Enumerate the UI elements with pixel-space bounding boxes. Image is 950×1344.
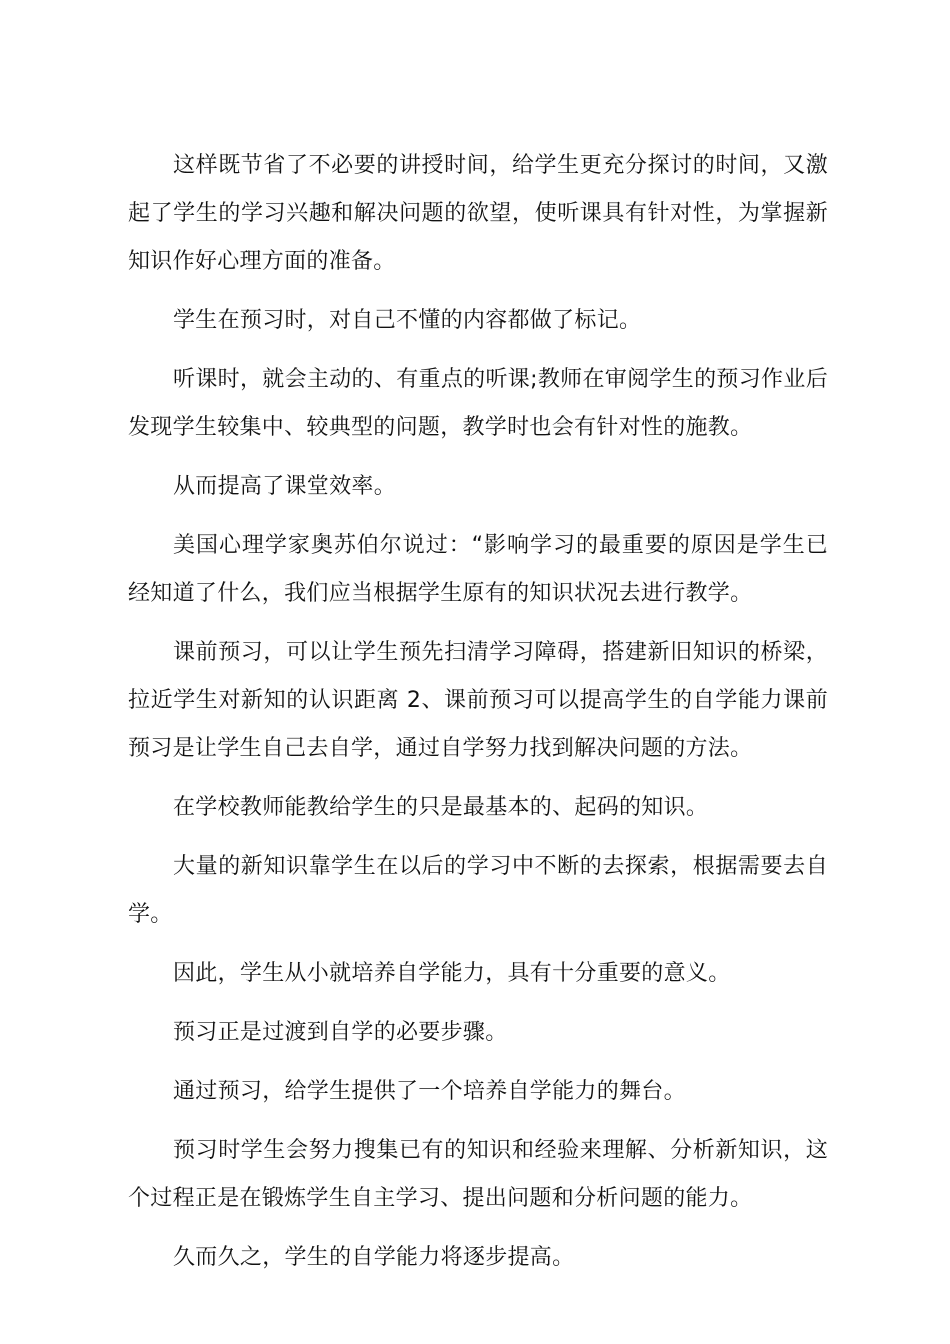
- paragraph: 美国心理学家奥苏伯尔说过：“影响学习的最重要的原因是学生已经知道了什么，我们应当根据学生原有的知识状况去进行教学。: [128, 533, 828, 606]
- paragraph: 学生在预习时，对自己不懂的内容都做了标记。: [173, 308, 642, 333]
- paragraph: 大量的新知识靠学生在以后的学习中不断的去探索，根据需要去自学。: [128, 854, 828, 927]
- document-body: [128, 142, 828, 1293]
- paragraph: 预习时学生会努力搜集已有的知识和经验来理解、分析新知识，这个过程正是在锻炼学生自主学习、提出问题和分析问题的能力。: [128, 1138, 828, 1211]
- paragraph: 在学校教师能教给学生的只是最基本的、起码的知识。: [173, 795, 709, 820]
- paragraph: 久而久之，学生的自学能力将逐步提高。: [173, 1245, 575, 1270]
- paragraph: 从而提高了课堂效率。: [173, 474, 397, 499]
- paragraph: 通过预习，给学生提供了一个培养自学能力的舞台。: [173, 1079, 686, 1104]
- paragraph: 因此，学生从小就培养自学能力，具有十分重要的意义。: [173, 961, 731, 986]
- paragraph: 课前预习，可以让学生预先扫清学习障碍，搭建新旧知识的桥梁，拉近学生对新知的认识距离 2、课前预习可以提高学生的自学能力课前预习是让学生自己去自学，通过自学努力找到解决问题的方法。: [128, 640, 828, 761]
- paragraph: 这样既节省了不必要的讲授时间，给学生更充分探讨的时间，又激起了学生的学习兴趣和解决问题的欲望，使听课具有针对性，为掌握新知识作好心理方面的准备。: [128, 153, 828, 274]
- paragraph: 预习正是过渡到自学的必要步骤。: [173, 1020, 508, 1045]
- paragraph: 听课时，就会主动的、有重点的听课;教师在审阅学生的预习作业后发现学生较集中、较典型的问题，教学时也会有针对性的施教。: [128, 367, 828, 440]
